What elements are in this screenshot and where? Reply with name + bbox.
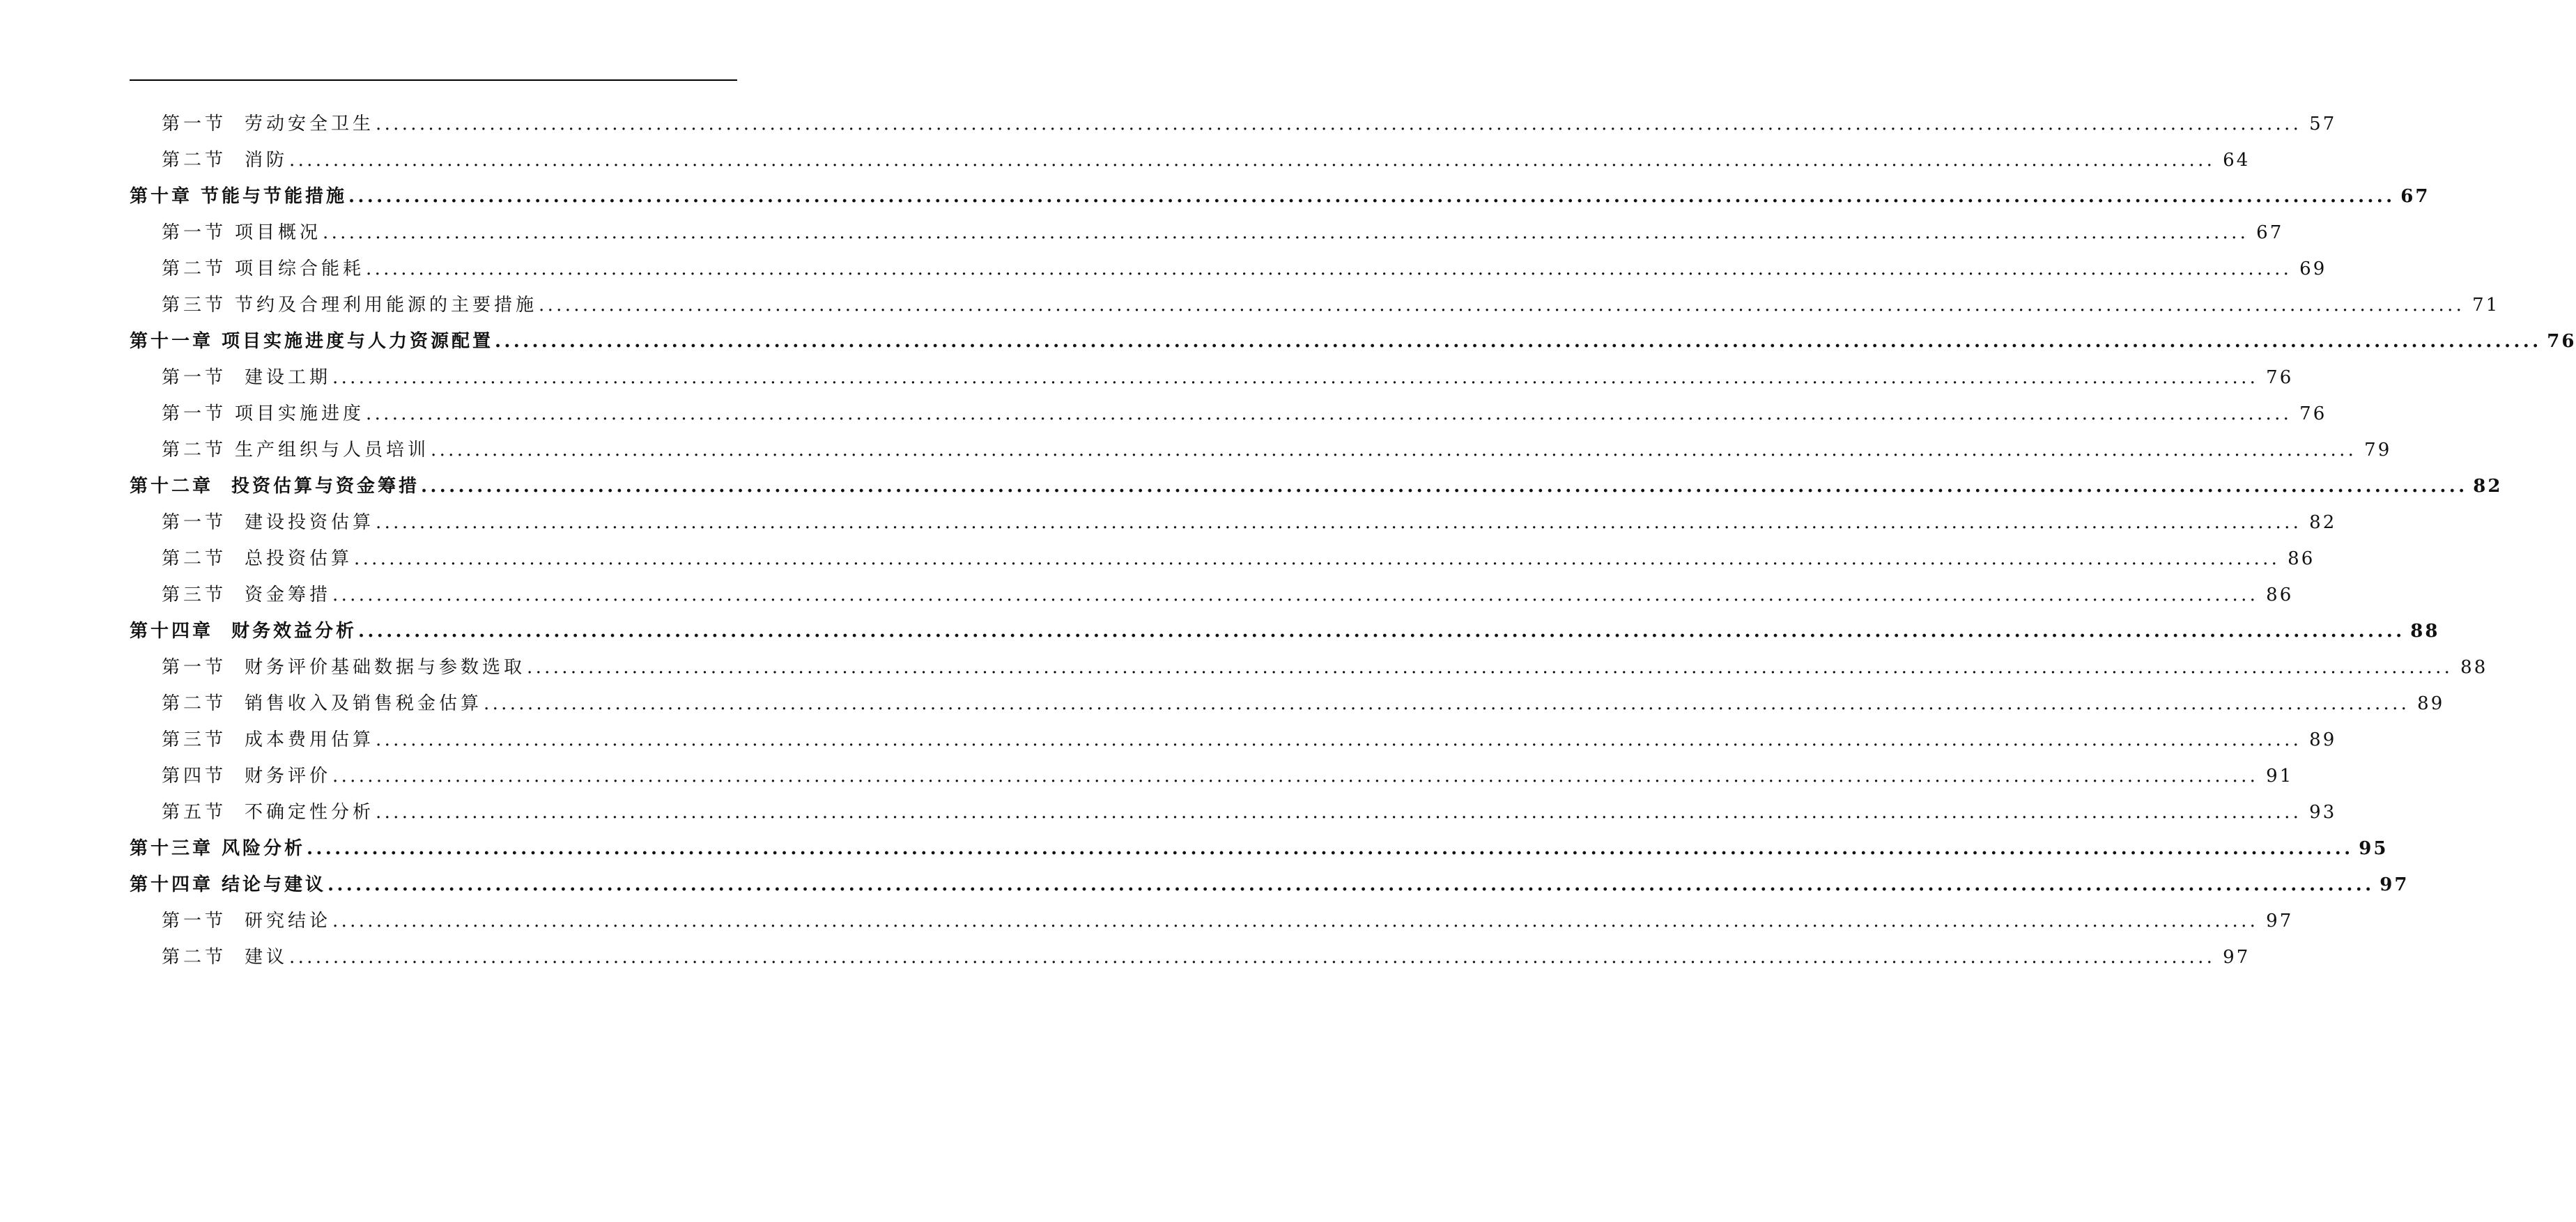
toc-entry-number: 第二节 [162,258,227,279]
toc-entry-title: 不确定性分析 [245,802,375,823]
toc-page-number: 82 [2473,476,2503,497]
toc-page-number: 76 [2547,331,2576,352]
toc-entry-title: 节能与节能措施 [201,186,348,207]
toc-dot-leader: ............................................................................................................................................................................................................................ [332,367,2259,388]
toc-section-entry[interactable] [130,686,2445,722]
table-of-contents [130,106,2576,975]
toc-page-number: 69 [2299,258,2327,279]
toc-entry-number: 第十三章 [130,838,214,859]
toc-entry-number: 第五节 [162,802,227,823]
toc-page-number: 93 [2309,802,2337,823]
toc-dot-leader: ............................................................................................................................................................................................................................ [376,729,2302,750]
toc-entry-label [162,649,525,686]
toc-section-entry[interactable] [130,396,2327,432]
toc-entry-number: 第三节 [162,585,227,605]
toc-entry-number: 第一节 [162,367,227,388]
toc-entry-title: 风险分析 [222,838,306,859]
toc-entry-number: 第二节 [162,548,227,569]
toc-entry-title: 投资估算与资金筹措 [231,476,420,497]
toc-entry-number: 第二节 [162,947,227,968]
toc-section-entry[interactable] [130,903,2294,939]
toc-entry-label [162,939,288,975]
toc-entry-number: 第十四章 [130,874,214,895]
toc-entry-title: 建议 [245,947,288,968]
toc-dot-leader: ............................................................................................................................................................................................................................ [366,403,2292,424]
toc-page-number: 97 [2266,911,2294,931]
toc-page-number: 76 [2266,367,2294,388]
toc-section-entry[interactable] [130,939,2251,975]
toc-entry-title: 研究结论 [245,911,332,931]
toc-dot-leader: ............................................................................................................................................................................................................................ [327,874,2375,895]
toc-entry-number: 第三节 [162,729,227,750]
toc-page-number: 88 [2410,621,2440,642]
toc-dot-leader: ............................................................................................................................................................................................................................ [323,222,2249,243]
toc-dot-leader: ............................................................................................................................................................................................................................ [358,621,2405,642]
toc-entry-label [162,541,353,577]
toc-dot-leader: ............................................................................................................................................................................................................................ [348,186,2396,207]
toc-dot-leader: ............................................................................................................................................................................................................................ [332,585,2259,605]
toc-entry-label [162,287,537,323]
toc-page-number: 97 [2380,874,2409,895]
toc-dot-leader: ............................................................................................................................................................................................................................ [527,657,2453,678]
toc-page-number: 89 [2309,729,2337,750]
toc-entry-number: 第十章 [130,186,193,207]
toc-section-entry[interactable] [130,432,2392,468]
toc-section-entry[interactable] [130,649,2488,686]
header-rule [130,79,737,81]
toc-section-entry[interactable] [130,215,2284,251]
toc-page-number: 89 [2417,693,2445,714]
toc-entry-title: 成本费用估算 [245,729,375,750]
toc-entry-number: 第一节 [162,911,227,931]
toc-section-entry[interactable] [130,541,2315,577]
toc-entry-title: 财务效益分析 [231,621,357,642]
toc-entry-number: 第二节 [162,693,227,714]
toc-entry-label [130,613,357,649]
toc-entry-number: 第十四章 [130,621,214,642]
toc-dot-leader: ............................................................................................................................................................................................................................ [495,331,2542,352]
toc-page-number: 97 [2223,947,2251,968]
toc-dot-leader: ............................................................................................................................................................................................................................ [289,947,2216,968]
toc-entry-label [162,215,321,251]
toc-section-entry[interactable] [130,794,2337,830]
toc-entry-title: 总投资估算 [245,548,353,569]
toc-dot-leader: ............................................................................................................................................................................................................................ [332,911,2259,931]
toc-entry-number: 第一节 [162,114,227,134]
toc-entry-label [162,142,288,178]
toc-dot-leader: ............................................................................................................................................................................................................................ [484,693,2410,714]
toc-section-entry[interactable] [130,722,2337,758]
toc-section-entry[interactable] [130,287,2500,323]
toc-page-number: 57 [2309,114,2337,134]
toc-entry-title: 生产组织与人员培训 [235,440,430,461]
toc-dot-leader: ............................................................................................................................................................................................................................ [376,114,2302,134]
toc-page-number: 67 [2256,222,2284,243]
toc-dot-leader: ............................................................................................................................................................................................................................ [539,295,2465,316]
toc-dot-leader: ............................................................................................................................................................................................................................ [354,548,2281,569]
toc-section-entry[interactable] [130,758,2294,794]
toc-dot-leader: ............................................................................................................................................................................................................................ [376,802,2302,823]
toc-entry-label [162,504,374,541]
toc-entry-label [162,722,374,758]
toc-page-number: 95 [2359,838,2389,859]
toc-entry-number: 第十一章 [130,331,214,352]
toc-section-entry[interactable] [130,251,2327,287]
toc-entry-label [162,106,374,142]
toc-entry-label [162,251,364,287]
toc-entry-title: 节约及合理利用能源的主要措施 [235,295,538,316]
toc-entry-title: 项目概况 [235,222,322,243]
toc-entry-number: 第二节 [162,150,227,171]
toc-entry-title: 劳动安全卫生 [245,114,375,134]
toc-section-entry[interactable] [130,577,2294,613]
toc-page-number: 76 [2299,403,2327,424]
toc-page-number: 86 [2266,585,2294,605]
toc-section-entry[interactable] [130,142,2251,178]
toc-dot-leader: ............................................................................................................................................................................................................................ [366,258,2292,279]
toc-page-number: 67 [2400,186,2430,207]
toc-entry-label [162,686,482,722]
toc-chapter-entry[interactable] [130,830,2389,867]
toc-entry-title: 项目综合能耗 [235,258,365,279]
toc-entry-title: 建设投资估算 [245,512,375,533]
toc-entry-label [162,432,429,468]
toc-entry-title: 销售收入及销售税金估算 [245,693,483,714]
toc-section-entry[interactable] [130,106,2337,142]
toc-section-entry[interactable] [130,504,2337,541]
toc-entry-label [162,903,331,939]
toc-page-number: 86 [2288,548,2315,569]
toc-page-number: 88 [2460,657,2488,678]
toc-dot-leader: ............................................................................................................................................................................................................................ [307,838,2354,859]
toc-page-number: 64 [2223,150,2251,171]
toc-dot-leader: ............................................................................................................................................................................................................................ [431,440,2357,461]
toc-chapter-entry[interactable] [130,613,2440,649]
toc-page-number: 82 [2309,512,2337,533]
toc-chapter-entry[interactable] [130,468,2503,504]
toc-dot-leader: ............................................................................................................................................................................................................................ [376,512,2302,533]
toc-section-entry[interactable] [130,359,2294,396]
toc-entry-number: 第三节 [162,295,227,316]
toc-entry-label [162,758,331,794]
toc-entry-label [130,867,326,903]
toc-entry-title: 项目实施进度 [235,403,365,424]
toc-entry-number: 第一节 [162,657,227,678]
toc-entry-label [130,468,419,504]
toc-entry-number: 第四节 [162,766,227,787]
toc-entry-number: 第二节 [162,440,227,461]
toc-entry-title: 消防 [245,150,288,171]
toc-chapter-entry[interactable] [130,323,2576,359]
toc-entry-number: 第十二章 [130,476,214,497]
toc-entry-number: 第一节 [162,512,227,533]
toc-entry-title: 项目实施进度与人力资源配置 [222,331,494,352]
toc-entry-label [130,178,347,215]
toc-entry-title: 财务评价基础数据与参数选取 [245,657,526,678]
toc-page-number: 91 [2266,766,2294,787]
toc-dot-leader: ............................................................................................................................................................................................................................ [289,150,2216,171]
toc-entry-label [130,323,493,359]
toc-entry-title: 结论与建议 [222,874,327,895]
toc-chapter-entry[interactable] [130,867,2409,903]
toc-entry-label [162,577,331,613]
toc-entry-number: 第一节 [162,403,227,424]
toc-chapter-entry[interactable] [130,178,2430,215]
toc-entry-number: 第一节 [162,222,227,243]
toc-entry-label [162,794,374,830]
toc-dot-leader: ............................................................................................................................................................................................................................ [421,476,2468,497]
toc-entry-label [162,396,364,432]
toc-entry-label [130,830,305,867]
toc-entry-title: 资金筹措 [245,585,332,605]
toc-entry-title: 财务评价 [245,766,332,787]
toc-entry-title: 建设工期 [245,367,332,388]
toc-entry-label [162,359,331,396]
toc-dot-leader: ............................................................................................................................................................................................................................ [332,766,2259,787]
toc-page-number: 79 [2364,440,2392,461]
toc-page-number: 71 [2472,295,2500,316]
